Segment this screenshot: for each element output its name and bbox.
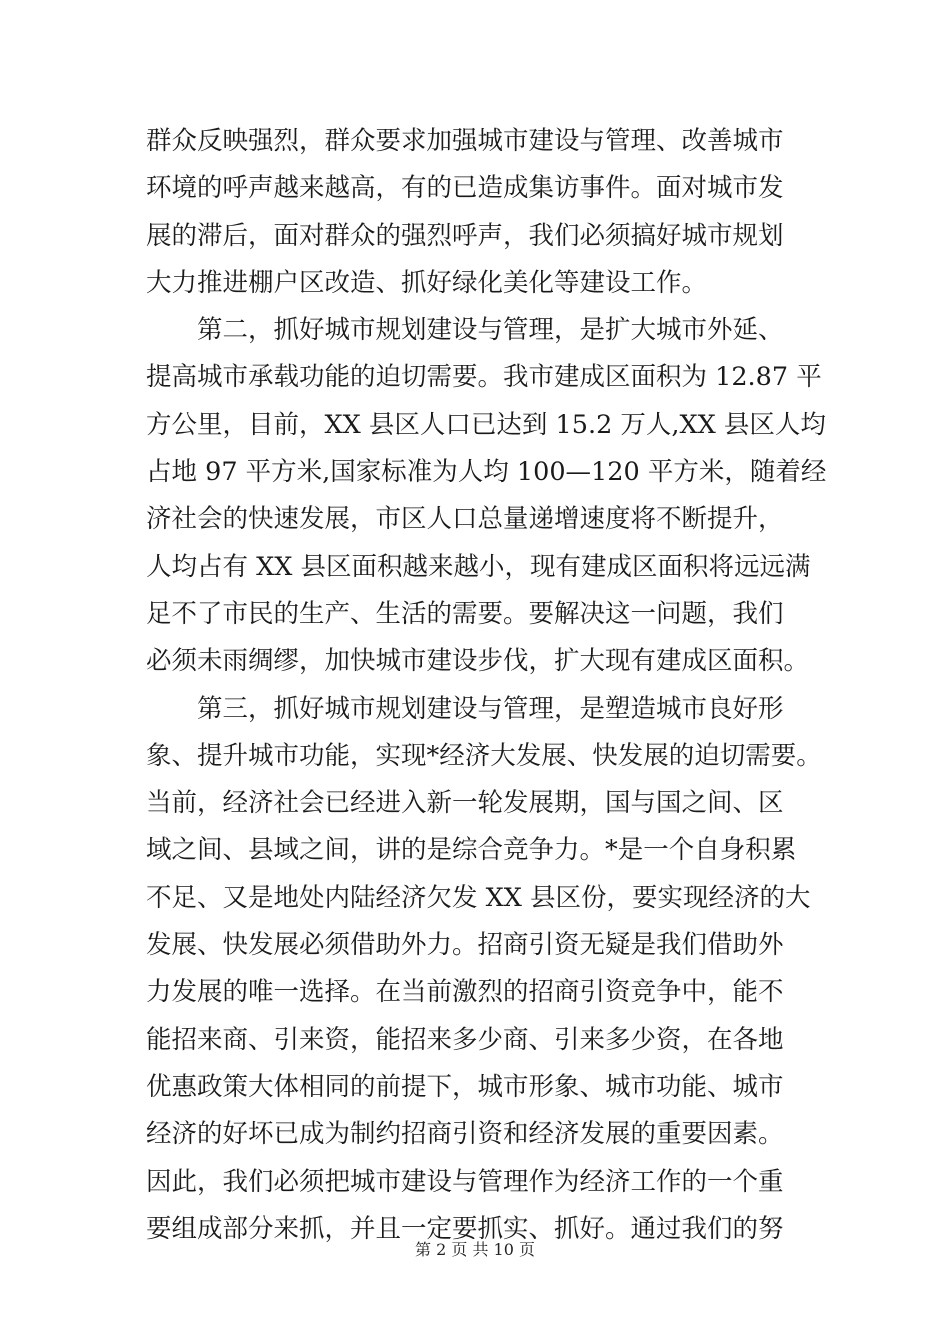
text-line: 象、提升城市功能，实现*经济大发展、快发展的迫切需要。 xyxy=(146,740,822,771)
text-line: 展的滞后，面对群众的强烈呼声，我们必须搞好城市规划 xyxy=(146,220,784,251)
text-line: 要组成部分来抓，并且一定要抓实、抓好。通过我们的努 xyxy=(146,1213,784,1244)
text-line: 因此，我们必须把城市建设与管理作为经济工作的一个重 xyxy=(146,1166,784,1197)
text-line: 域之间、县域之间，讲的是综合竞争力。*是一个自身积累 xyxy=(146,835,797,866)
page-footer: 第 2 页 共 10 页 xyxy=(415,1240,535,1259)
paragraph-start-line: 第三，抓好城市规划建设与管理，是塑造城市良好形 xyxy=(146,693,784,724)
text-line: 优惠政策大体相同的前提下，城市形象、城市功能、城市 xyxy=(146,1071,784,1102)
text-line: 力发展的唯一选择。在当前激烈的招商引资竞争中，能不 xyxy=(146,977,784,1008)
text-line: 大力推进棚户区改造、抓好绿化美化等建设工作。 xyxy=(146,267,708,298)
text-line: 提高城市承载功能的迫切需要。我市建成区面积为 12.87 平 xyxy=(146,362,822,393)
text-line: 经济的好坏已成为制约招商引资和经济发展的重要因素。 xyxy=(146,1119,784,1150)
text-line: 发展、快发展必须借助外力。招商引资无疑是我们借助外 xyxy=(146,930,784,961)
text-line: 足不了市民的生产、生活的需要。要解决这一问题，我们 xyxy=(146,598,784,629)
text-line: 人均占有 XX 县区面积越来越小，现有建成区面积将远远满 xyxy=(146,551,811,582)
text-line: 方公里，目前，XX 县区人口已达到 15.2 万人,XX 县区人均 xyxy=(146,409,826,440)
text-line: 必须未雨绸缪，加快城市建设步伐，扩大现有建成区面积。 xyxy=(146,646,810,677)
text-line: 能招来商、引来资，能招来多少商、引来多少资，在各地 xyxy=(146,1024,784,1055)
text-line: 群众反映强烈，群众要求加强城市建设与管理、改善城市 xyxy=(146,126,784,156)
text-line: 当前，经济社会已经进入新一轮发展期，国与国之间、区 xyxy=(146,788,784,819)
text-line: 环境的呼声越来越高，有的已造成集访事件。面对城市发 xyxy=(146,173,784,204)
text-line: 济社会的快速发展，市区人口总量递增速度将不断提升， xyxy=(146,504,784,535)
paragraph-start-line: 第二，抓好城市规划建设与管理，是扩大城市外延、 xyxy=(146,315,784,346)
text-line: 占地 97 平方米,国家标准为人均 100—120 平方米，随着经 xyxy=(146,457,827,488)
text-line: 不足、又是地处内陆经济欠发 XX 县区份，要实现经济的大 xyxy=(146,882,811,913)
body-text xyxy=(146,118,827,1253)
